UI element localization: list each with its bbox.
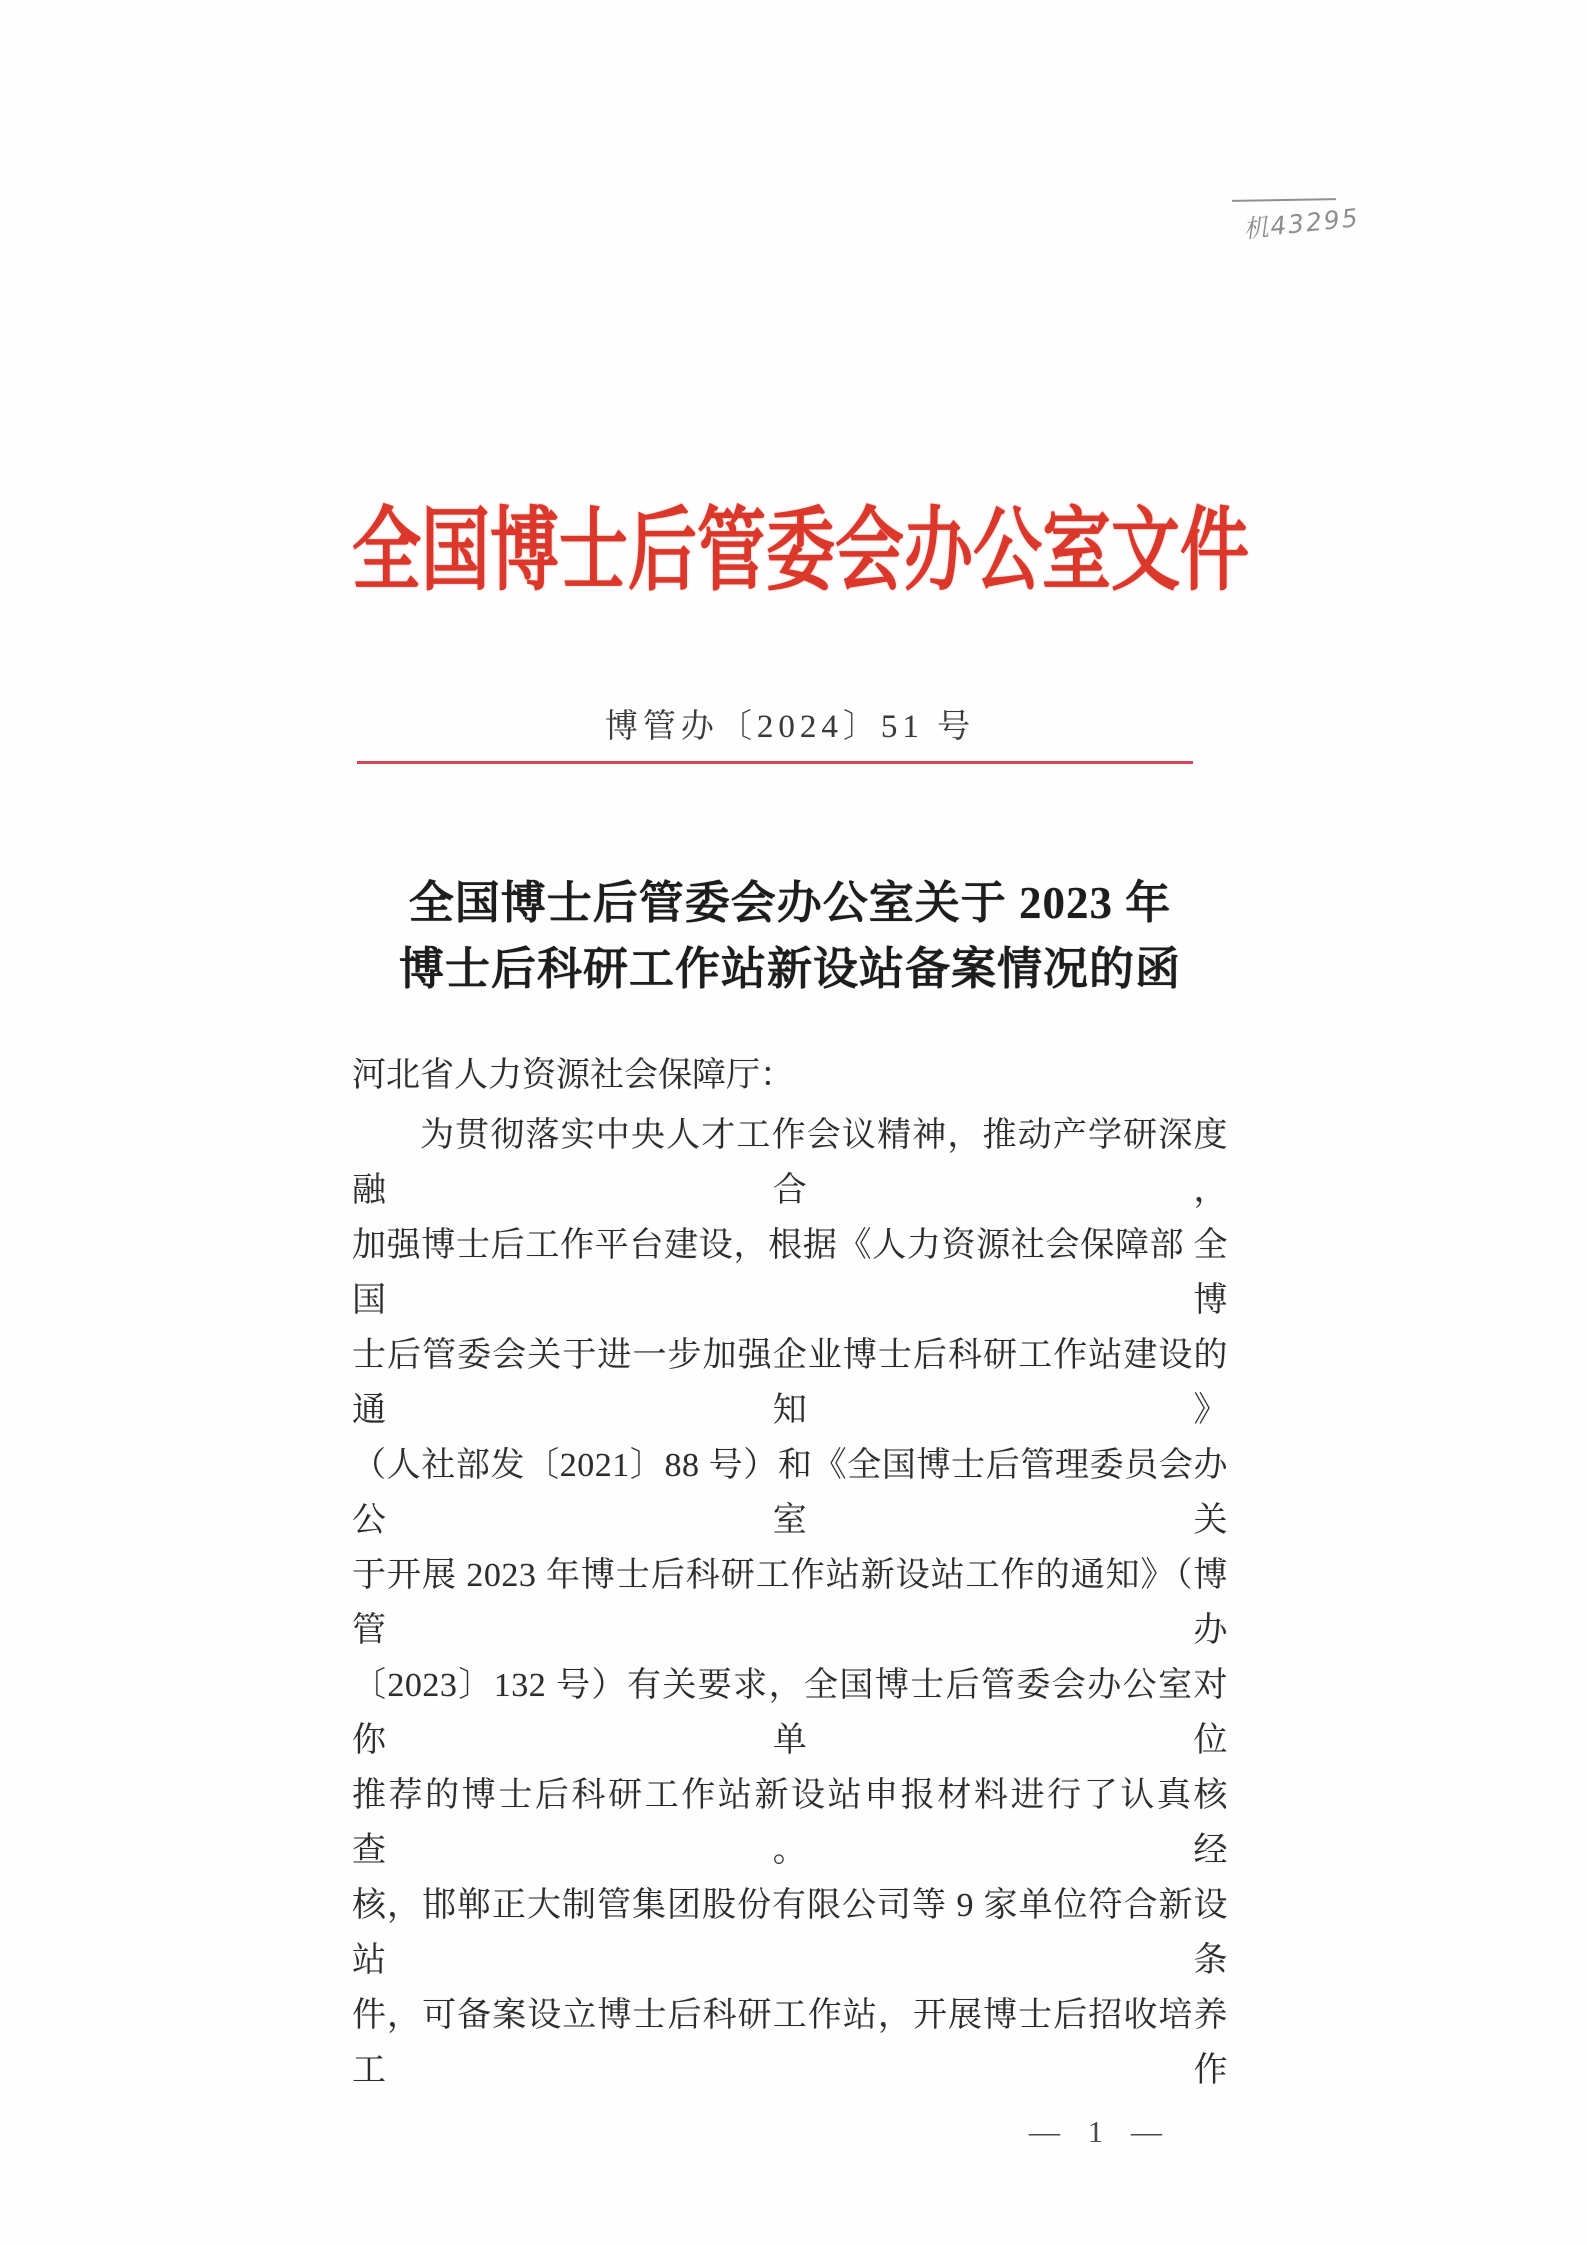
document-title-line1: 全国博士后管委会办公室关于 2023 年	[408, 878, 1172, 928]
body-line: 士后管委会关于进一步加强企业博士后科研工作站建设的通知》	[352, 1337, 1228, 1429]
handwritten-annotation: 机43295	[1241, 202, 1361, 245]
body-line: 于开展 2023 年博士后科研工作站新设站工作的通知》（博管办	[352, 1557, 1228, 1649]
body-line: 〔2023〕132 号）有关要求，全国博士后管委会办公室对你单位	[352, 1667, 1228, 1759]
body-line: 加强博士后工作平台建设，根据《人力资源社会保障部 全国博	[352, 1227, 1228, 1319]
body-line: （人社部发〔2021〕88 号）和《全国博士后管理委员会办公室关	[352, 1447, 1228, 1539]
body-line: 推荐的博士后科研工作站新设站申报材料进行了认真核查。经	[352, 1777, 1228, 1869]
body-line: 为贯彻落实中央人才工作会议精神，推动产学研深度融合，	[352, 1117, 1228, 1209]
document-title-line2: 博士后科研工作站新设站备案情况的函	[398, 944, 1181, 994]
page-number: — 1 —	[1029, 2114, 1172, 2149]
letter-content	[352, 0, 1249, 2150]
masthead-title: 全国博士后管委会办公室文件	[352, 500, 1249, 602]
red-divider-line	[357, 761, 1193, 764]
body-line: 件，可备案设立博士后科研工作站，开展博士后招收培养工作	[352, 1997, 1228, 2089]
document-title	[352, 870, 1228, 1002]
letter-body	[352, 1108, 1228, 2098]
salutation: 河北省人力资源社会保障厅：	[352, 1057, 794, 1094]
body-line: 核，邯郸正大制管集团股份有限公司等 9 家单位符合新设站条	[352, 1887, 1228, 1979]
document-number: 博管办〔2024〕51 号	[604, 709, 976, 745]
